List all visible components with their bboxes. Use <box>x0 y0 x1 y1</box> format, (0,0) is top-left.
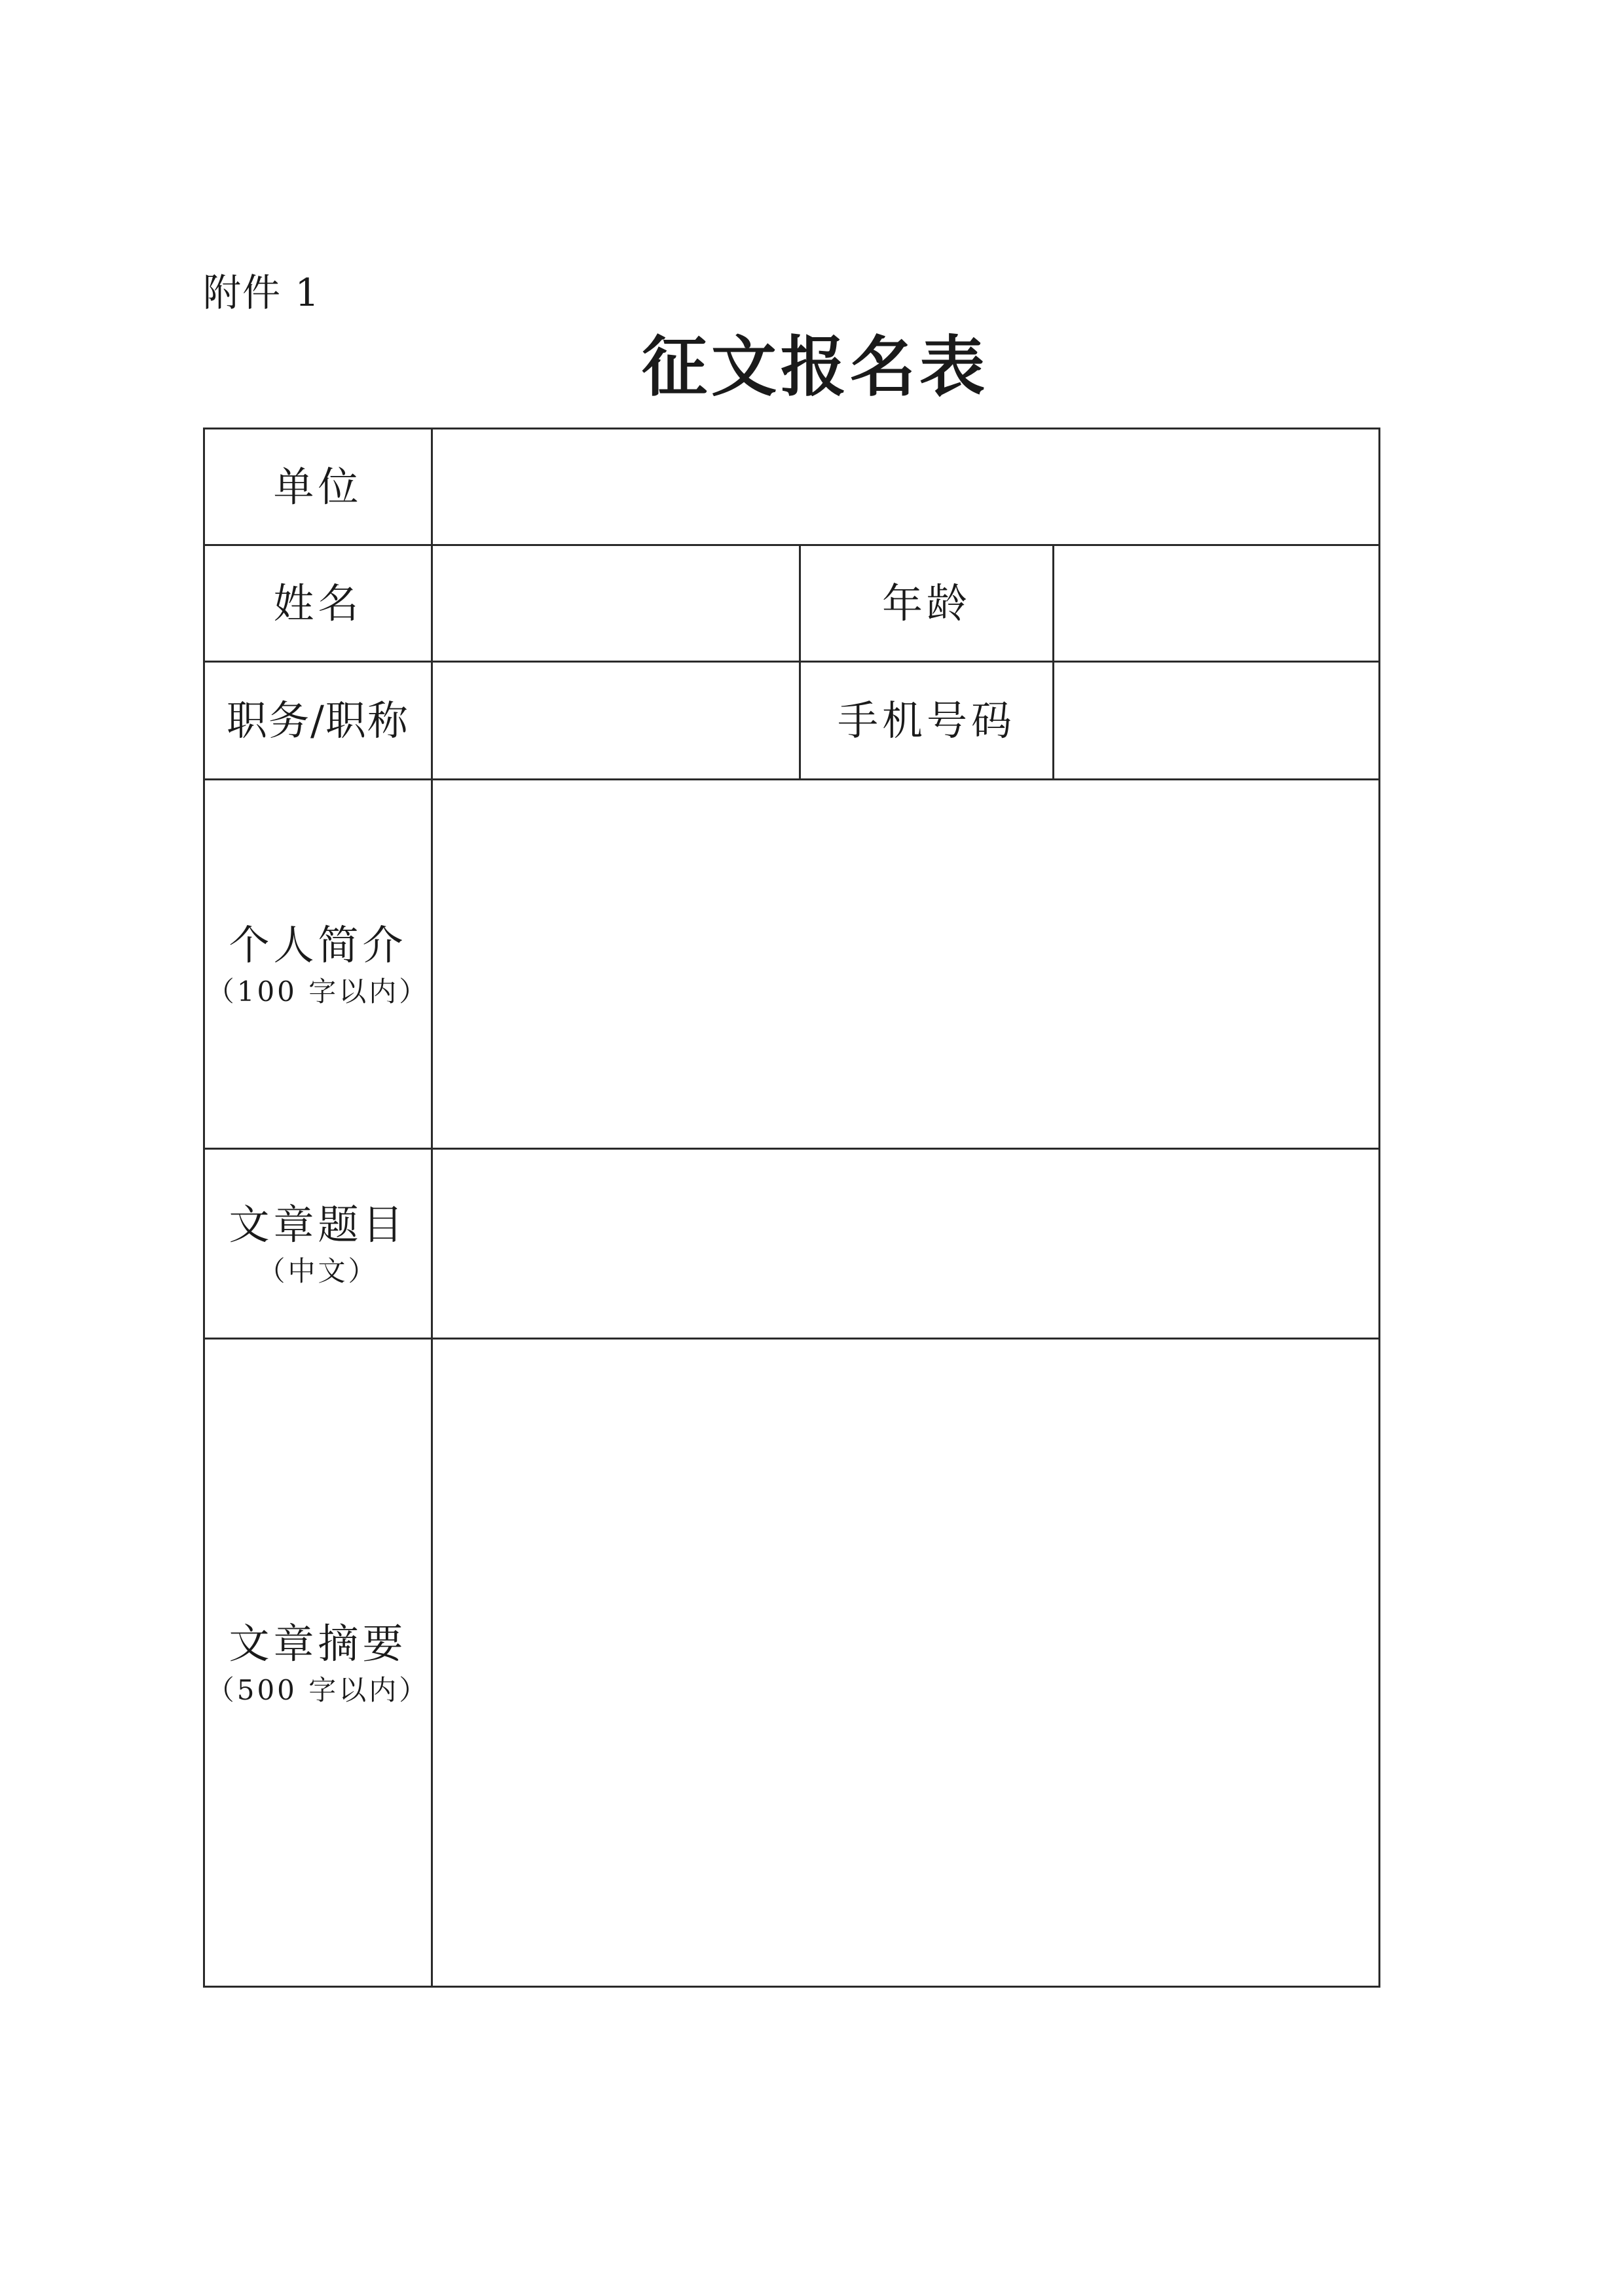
abstract-label-cell <box>204 1339 432 1987</box>
abstract-note: （500 字以内） <box>206 1674 430 1707</box>
bio-field[interactable] <box>432 780 1380 1149</box>
position-field[interactable] <box>432 662 800 780</box>
row-bio <box>204 780 1380 1149</box>
abstract-label: 文章摘要 <box>229 1619 407 1667</box>
unit-field[interactable] <box>432 429 1380 545</box>
row-article-title <box>204 1149 1380 1339</box>
attachment-label: 附件 1 <box>203 270 321 315</box>
article-title-field[interactable] <box>432 1149 1380 1339</box>
age-label: 年龄 <box>800 545 1054 662</box>
phone-label: 手机号码 <box>800 662 1054 780</box>
article-title-note: （中文） <box>257 1255 378 1288</box>
row-abstract <box>204 1339 1380 1987</box>
row-name-age <box>204 545 1380 662</box>
page-title: 征文报名表 <box>642 328 989 405</box>
bio-note: （100 字以内） <box>206 975 430 1008</box>
abstract-field[interactable] <box>432 1339 1380 1987</box>
bio-label: 个人简介 <box>229 920 407 969</box>
age-field[interactable] <box>1054 545 1380 662</box>
row-unit <box>204 429 1380 545</box>
article-title-label-cell <box>204 1149 432 1339</box>
phone-field[interactable] <box>1054 662 1380 780</box>
name-label: 姓名 <box>204 545 432 662</box>
article-title-label: 文章题目 <box>229 1200 407 1248</box>
unit-label: 单位 <box>204 429 432 545</box>
registration-form-table <box>203 428 1380 1988</box>
name-field[interactable] <box>432 545 800 662</box>
row-position-phone <box>204 662 1380 780</box>
position-label: 职务/职称 <box>204 662 432 780</box>
bio-label-cell <box>204 780 432 1149</box>
